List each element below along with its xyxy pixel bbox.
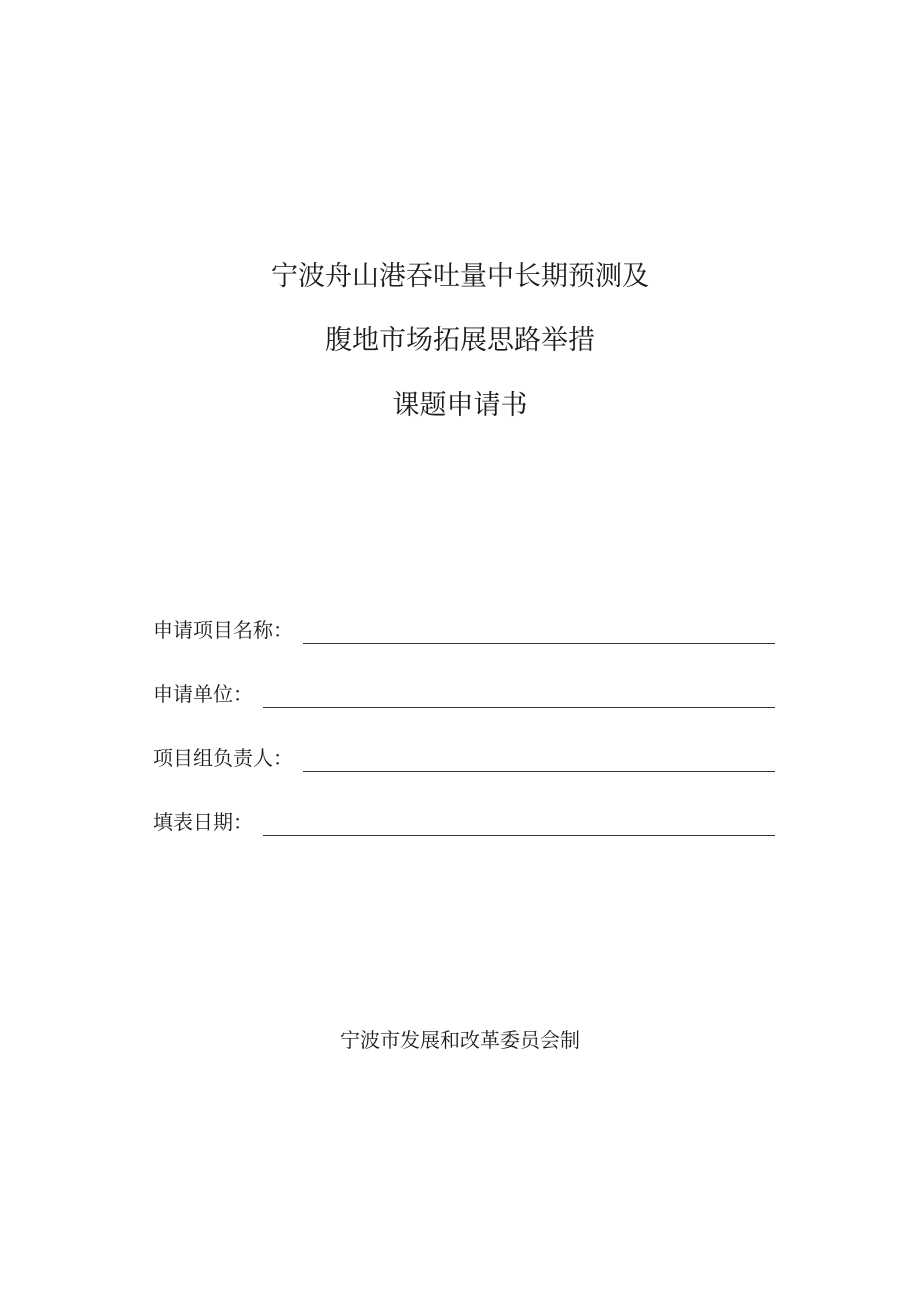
- field-label-fill-date: 填表日期：: [153, 810, 253, 834]
- field-label-applicant-unit: 申请单位：: [153, 682, 253, 706]
- title-line-1: 宁波舟山港吞吐量中长期预测及: [271, 261, 649, 292]
- field-blank-applicant-unit: [263, 681, 775, 708]
- field-project-leader: [153, 740, 775, 772]
- field-fill-date: [153, 804, 775, 836]
- field-label-project-name: 申请项目名称：: [153, 618, 293, 642]
- field-applicant-unit: [153, 676, 775, 708]
- title-line-3: 课题申请书: [392, 390, 528, 421]
- field-label-project-leader: 项目组负责人：: [153, 746, 293, 770]
- field-blank-project-leader: [303, 745, 775, 772]
- field-blank-project-name: [303, 617, 775, 644]
- field-blank-fill-date: [263, 809, 775, 836]
- title-line-2: 腹地市场拓展思路举措: [325, 325, 595, 356]
- issuer-line: 宁波市发展和改革委员会制: [340, 1028, 580, 1052]
- field-project-name: [153, 612, 775, 644]
